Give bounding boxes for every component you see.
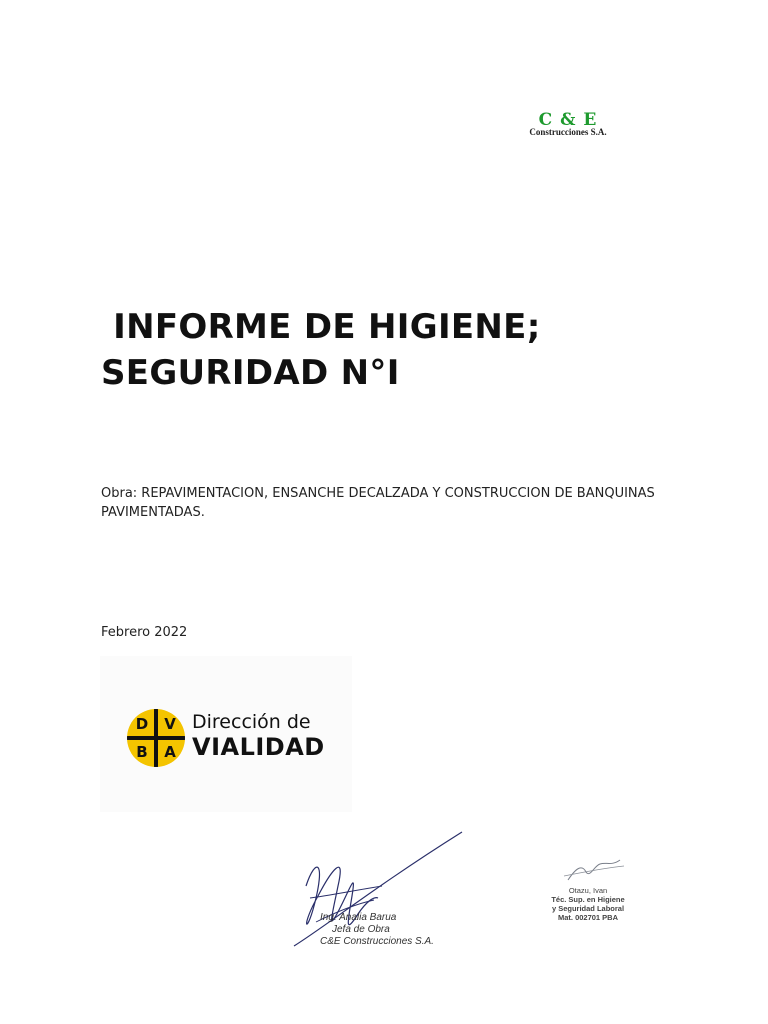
document-title — [101, 304, 661, 396]
document-date: Febrero 2022 — [101, 625, 188, 640]
title-line-2: SEGURIDAD N°I — [101, 353, 400, 393]
handwritten-signature-right — [524, 846, 652, 886]
signatory-role-right-1: Téc. Sup. en Higiene — [551, 895, 625, 904]
obra-description: Obra: REPAVIMENTACION, ENSANCHE DECALZADA Y CONSTRUCCION DE BANQUINAS PAVIMENTADAS. — [101, 486, 655, 520]
signatory-license-right: Mat. 002701 PBA — [557, 913, 619, 922]
signatory-role-left: Jefa de Obra — [332, 924, 390, 935]
company-logo-subtitle: Construcciones S.A. — [529, 127, 607, 137]
dvba-letter-d: D — [131, 713, 153, 735]
vialidad-logo-line-2: VIALIDAD — [192, 733, 325, 761]
dvba-divider-horizontal — [127, 736, 185, 740]
signatory-name-right: Otazu, Ivan — [568, 886, 608, 895]
signature-block-right — [524, 846, 652, 956]
vialidad-logo-line-1: Dirección de — [192, 711, 311, 733]
signature-block-left — [286, 826, 466, 962]
dvba-letter-b: B — [131, 741, 153, 763]
title-line-1: INFORME DE HIGIENE; — [101, 307, 541, 347]
signatory-company-left: C&E Construcciones S.A. — [320, 936, 434, 947]
dvba-letter-a: A — [159, 741, 181, 763]
signatory-role-right-2: y Seguridad Laboral — [551, 904, 625, 913]
company-logo-mark: C & E — [538, 110, 598, 130]
dvba-emblem-icon — [127, 709, 185, 767]
signatory-name-left: Ing. Analia Barua — [320, 912, 397, 923]
signature-stamp-right — [524, 886, 652, 922]
company-logo — [522, 104, 614, 166]
vialidad-logo — [100, 656, 352, 812]
dvba-letter-v: V — [159, 713, 181, 735]
signature-stamp-left — [320, 912, 434, 948]
